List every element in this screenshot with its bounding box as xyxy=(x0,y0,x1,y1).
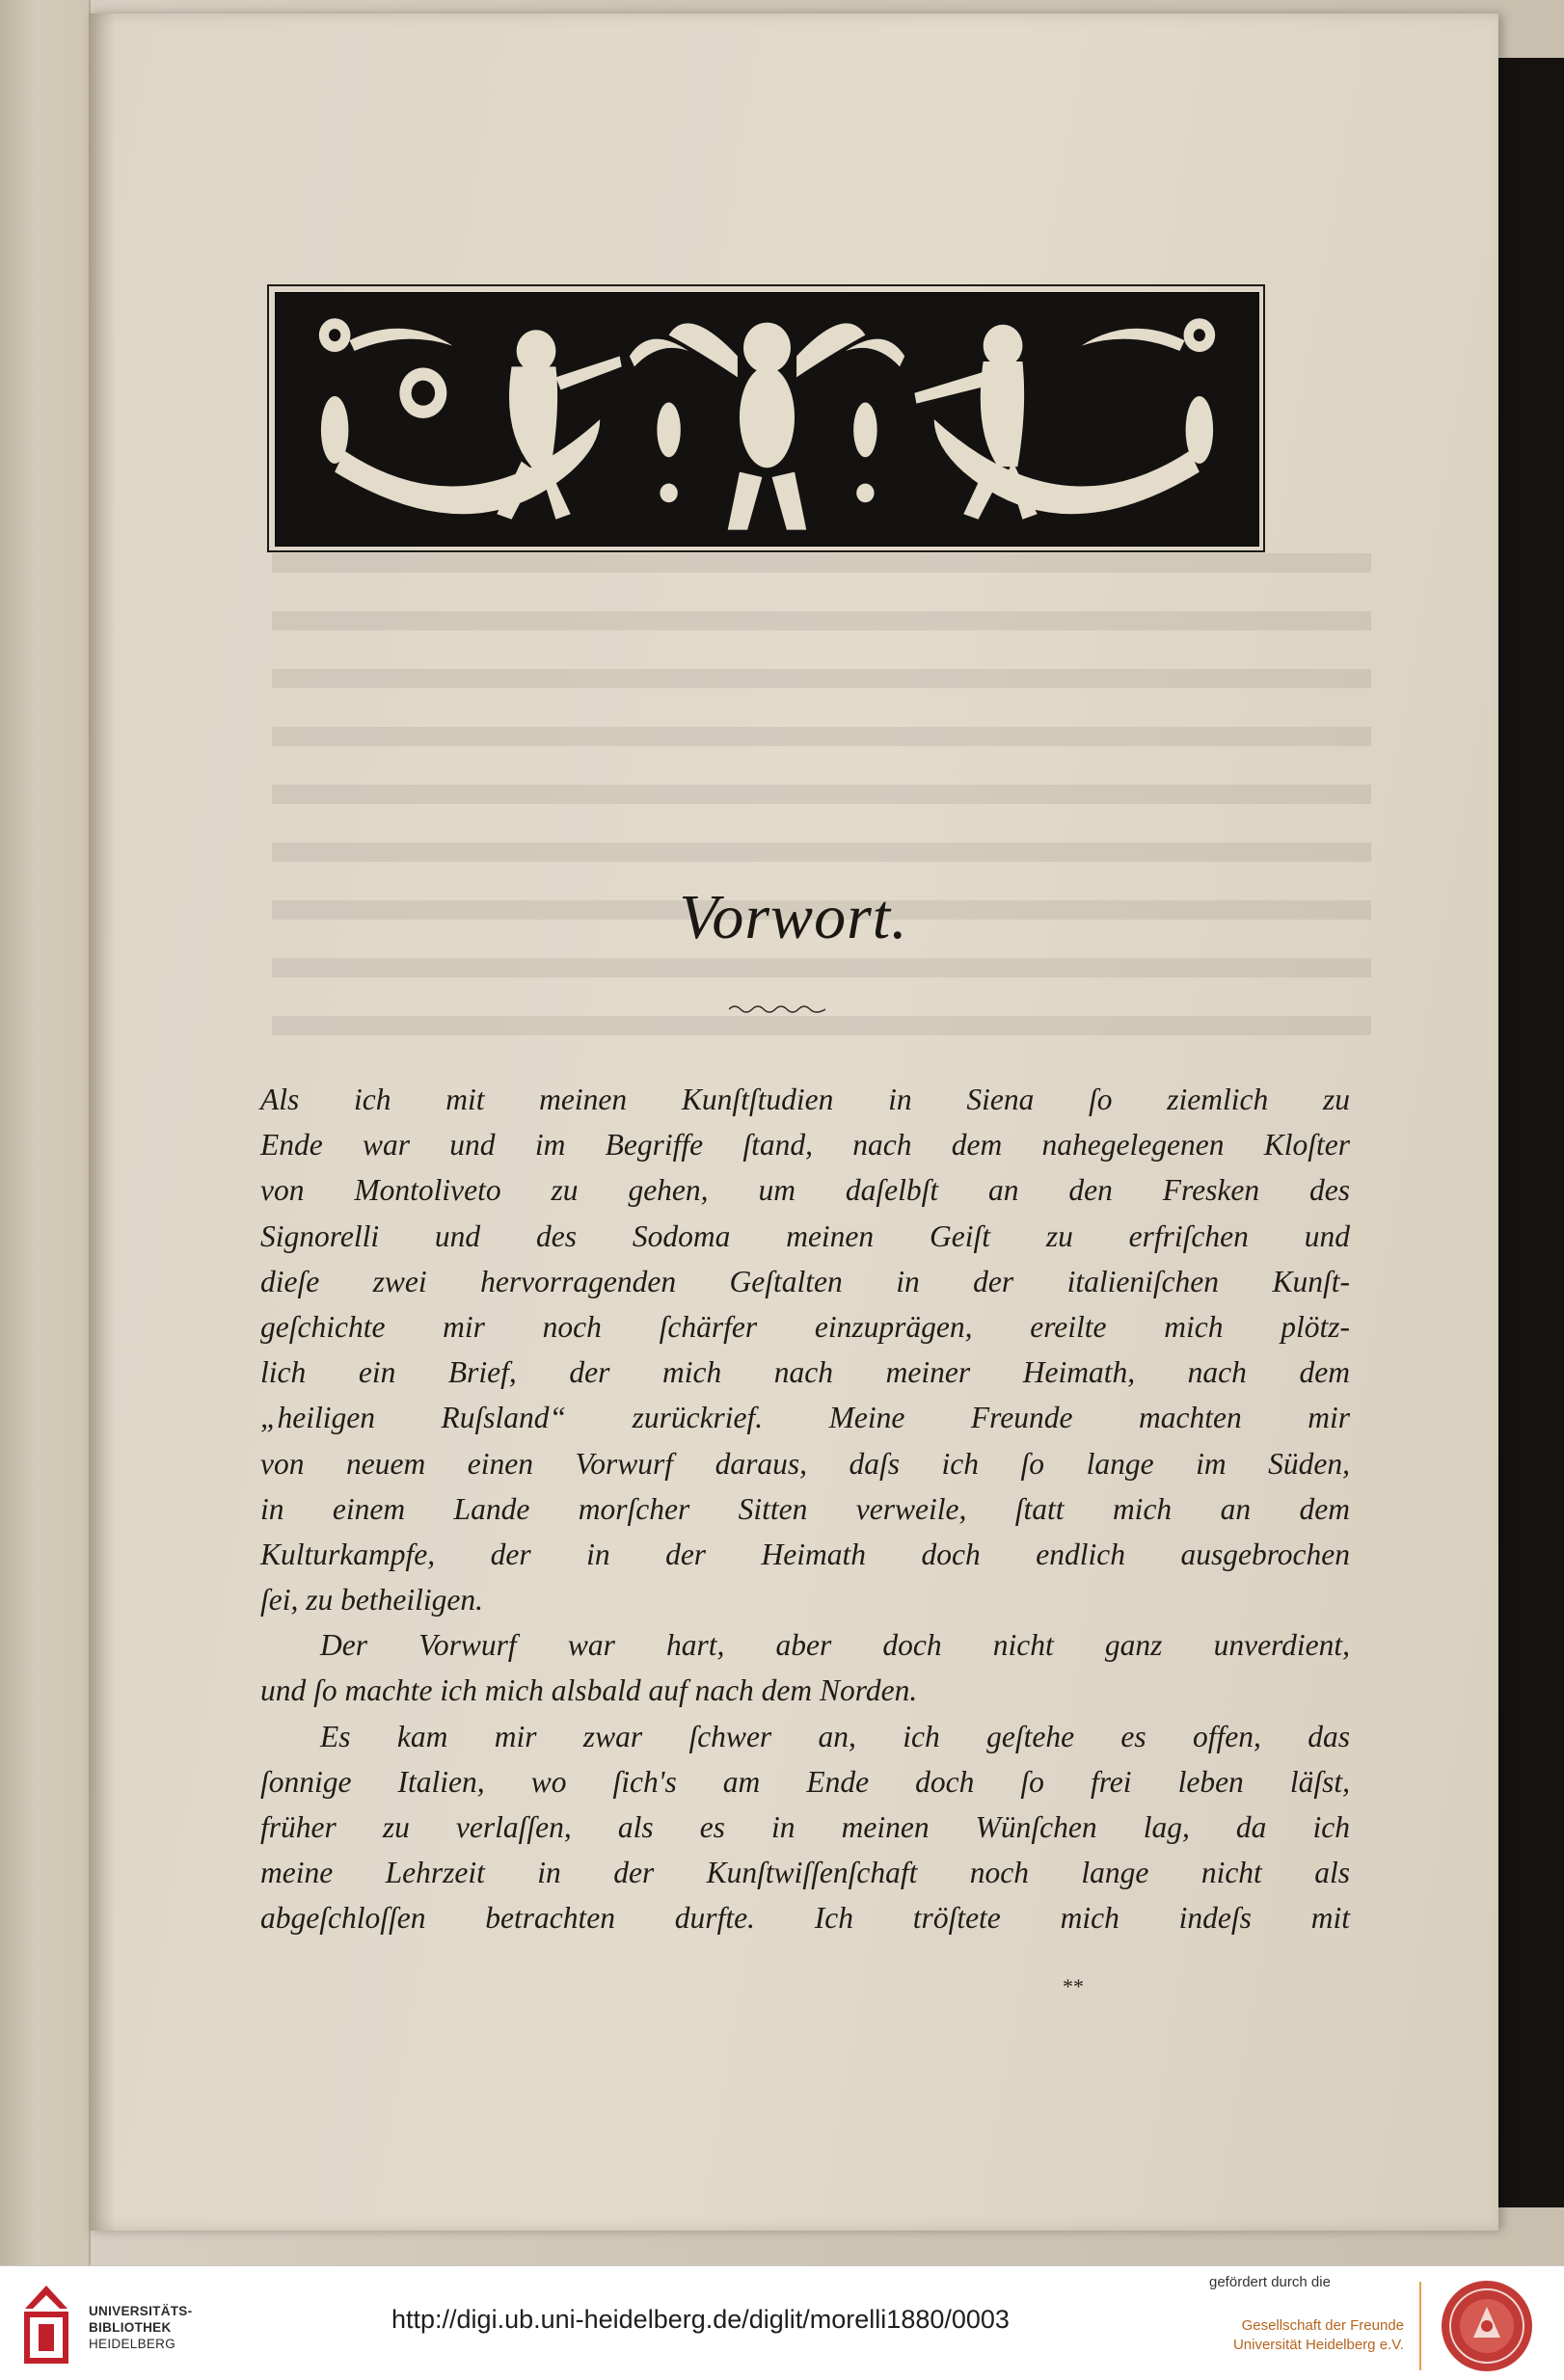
sponsor-name-line: Universität Heidelberg e.V. xyxy=(1232,2337,1404,2353)
text-line: lich ein Brief, der mich nach meiner Heimath, nach dem xyxy=(260,1355,1350,1390)
text-line: Ende war und im Begriffe ſtand, nach dem nahegelegenen Kloſter xyxy=(260,1128,1350,1163)
title-flourish xyxy=(729,1003,825,1016)
text-line: von Montoliveto zu gehen, um daſelbſt an den Fresken des xyxy=(260,1173,1350,1208)
text-line: meine Lehrzeit in der Kunſtwiſſenſchaft noch lange nicht als xyxy=(260,1856,1350,1890)
previous-page-edge xyxy=(0,0,91,2265)
signature-mark: ** xyxy=(1063,1974,1084,1998)
text-line: von neuem einen Vorwurf daraus, daſs ich ſo lange im Süden, xyxy=(260,1446,1350,1481)
sponsor-name-line: Gesellschaft der Freunde xyxy=(1241,2317,1404,2334)
text-line: Es kam mir zwar ſchwer an, ich geſtehe es offen, das xyxy=(320,1719,1350,1753)
text-line: „heiligen Ruſsland“ zurückrief. Meine Freunde machten mir xyxy=(260,1401,1350,1435)
page-title: Vorwort. xyxy=(679,882,908,952)
gutter-shadow xyxy=(89,13,116,2231)
text-line: und ſo machte ich mich alsbald auf nach dem Norden. xyxy=(260,1673,918,1708)
permalink-url[interactable]: http://digi.ub.uni-heidelberg.de/diglit/morelli1880/0003 xyxy=(391,2305,1010,2334)
sponsor-name[interactable] xyxy=(1215,2316,1404,2355)
library-name-line: HEIDELBERG xyxy=(89,2337,176,2351)
text-line: Kulturkampfe, der in der Heimath doch endlich ausgebrochen xyxy=(260,1537,1350,1571)
ornament-artwork xyxy=(276,293,1258,546)
text-line: früher zu verlaſſen, als es in meinen Wünſchen lag, da ich xyxy=(260,1810,1350,1844)
university-library-logo-icon[interactable] xyxy=(17,2280,75,2367)
book-cover-edge xyxy=(1493,58,1564,2207)
text-line: Der Vorwurf war hart, aber doch nicht ganz unverdient, xyxy=(320,1628,1350,1663)
sponsor-label: gefördert durch die xyxy=(1209,2274,1331,2290)
text-line: ſei, zu betheiligen. xyxy=(260,1583,483,1618)
text-line: in einem Lande morſcher Sitten verweile, ſtatt mich an dem xyxy=(260,1491,1350,1526)
library-name[interactable] xyxy=(89,2303,192,2352)
text-line: Signorelli und des Sodoma meinen Geiſt zu erfriſchen und xyxy=(260,1218,1350,1253)
headpiece-ornament xyxy=(267,284,1265,552)
book-page xyxy=(89,13,1498,2231)
library-name-line: BIBLIOTHEK xyxy=(89,2320,172,2335)
text-line: dieſe zwei hervorragenden Geſtalten in der italieniſchen Kunſt- xyxy=(260,1264,1350,1298)
bleed-through-text xyxy=(272,553,1371,1074)
viewer-footer xyxy=(0,2265,1564,2380)
text-line: Als ich mit meinen Kunſtſtudien in Siena ſo ziemlich zu xyxy=(260,1083,1350,1116)
university-seal-icon xyxy=(1439,2278,1535,2374)
preface-text xyxy=(260,1077,1350,1941)
sponsor-divider xyxy=(1419,2282,1421,2370)
text-line: abgeſchloſſen betrachten durfte. Ich tröſtete mich indeſs mit xyxy=(260,1901,1350,1936)
text-line: ſonnige Italien, wo ſich's am Ende doch ſo frei leben läſst, xyxy=(260,1764,1350,1799)
library-name-line: UNIVERSITÄTS- xyxy=(89,2304,193,2318)
text-line: geſchichte mir noch ſchärfer einzuprägen, ereilte mich plötz- xyxy=(260,1309,1350,1344)
ornament-panel xyxy=(275,292,1259,547)
